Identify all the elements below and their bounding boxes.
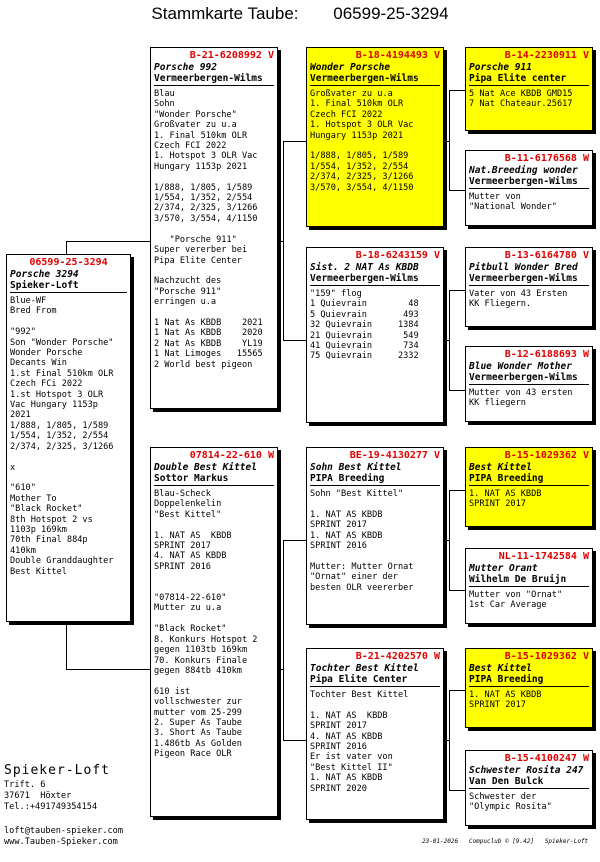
ring-number: B-15-1029362 V — [504, 651, 589, 662]
pigeon-details: Großvater zu u.a 1. Final 510km OLR Czech FCI 2022 1. Hotspot 3 OLR Vac Hungary 1153p 2021 1/888, 1/805, 1/589 1/554, 1/352, 2/554 2/374, 2/325, 3/1266 3/570, 3/554, 4/1150 — [310, 89, 414, 193]
ring-number: B-11-6176568 W — [504, 153, 589, 164]
connector — [283, 141, 307, 142]
ring-number: B-14-2230911 V — [504, 50, 589, 61]
page-title — [0, 4, 600, 24]
pigeon-details: 1. NAT AS KBDB SPRINT 2017 — [469, 489, 542, 510]
pigeon-name: Double Best Kittel — [154, 462, 257, 473]
ring-number: 06599-25-3294 — [29, 257, 108, 268]
ring-number: BE-19-4130277 V — [349, 450, 440, 461]
pigeon-details: Mutter von 43 ersten KK fliegern — [469, 388, 573, 409]
ancestor-card — [465, 247, 593, 327]
owner: Vermeerbergen-Wilms — [469, 372, 589, 385]
owner: Vermeerbergen-Wilms — [310, 73, 440, 86]
ancestor-card — [465, 750, 593, 826]
connector — [278, 241, 284, 242]
ring-number: NL-11-1742584 W — [498, 551, 589, 562]
loft-address: Trift. 6 37671 Höxter Tel.:+491749354154 — [4, 780, 98, 812]
pigeon-details: Blau-Scheck Doppelenkelin "Best Kittel" 1. NAT AS KBDB SPRINT 2017 4. NAT AS KBDB SPRINT 2016 "07814-22-610" Mutter zu u.a "Black Rocket" 8. Konkurs Hotspot 2 gegen 1103tb 169km 70. Konkurs Finale gegen 884tb 410km 610 ist vollschwester zur mutter vom 25-299 2. Super As Taube 3. Short As Taube 1.486tb As Golden Pigeon Race OLR — [154, 489, 258, 760]
connector — [278, 669, 284, 670]
ancestor-card — [465, 648, 593, 728]
pigeon-name: Schwester Rosita 247 — [469, 765, 584, 776]
connector — [449, 90, 450, 190]
connector — [449, 190, 465, 191]
loft-contact: loft@tauben-spieker.com www.Tauben-Spieker.com — [4, 826, 123, 847]
title-label: Stammkarte Taube: — [151, 4, 299, 23]
main-pigeon-card — [6, 254, 131, 622]
pigeon-details: Tochter Best Kittel 1. NAT AS KBDB SPRINT 2017 4. NAT AS KBDB SPRINT 2016 Er ist vater von "Best Kittel II" 1. NAT AS KBDB SPRINT 2020 — [310, 690, 409, 794]
pigeon-name: Nat.Breeding wonder — [469, 165, 578, 176]
pigeon-name: Pitbull Wonder Bred — [469, 262, 578, 273]
owner: Vermeerbergen-Wilms — [469, 273, 589, 286]
pigeon-name: Tochter Best Kittel — [310, 663, 419, 674]
pigeon-details: Mutter von "National Wonder" — [469, 192, 557, 213]
owner: Vermeerbergen-Wilms — [469, 176, 589, 189]
grandsire-paternal-card — [306, 47, 444, 227]
sire-card — [150, 47, 278, 409]
connector — [283, 740, 307, 741]
loft-name: Spieker-Loft — [4, 763, 110, 778]
pigeon-details: Sohn "Best Kittel" 1. NAT AS KBDB SPRINT 2017 1. NAT AS KBDB SPRINT 2016 Mutter: Mutter Ornat "Ornat" einer der besten OLR veererber — [310, 489, 414, 593]
ancestor-card — [465, 548, 593, 624]
pigeon-name: Porsche 911 — [469, 62, 532, 73]
pigeon-details: Vater von 43 Ersten KK Fliegern. — [469, 289, 568, 310]
owner: Sottor Markus — [154, 473, 274, 486]
ancestor-card — [465, 346, 593, 422]
pigeon-details: Mutter von "Ornat" 1st Car Average — [469, 590, 563, 611]
owner: Vermeerbergen-Wilms — [154, 73, 274, 86]
owner: Pipa Elite center — [469, 73, 589, 86]
connector — [444, 141, 450, 142]
pigeon-name: Mutter Orant — [469, 563, 538, 574]
owner: Spieker-Loft — [10, 280, 127, 293]
ring-number: B-15-1029362 V — [504, 450, 589, 461]
ring-number: B-21-6208992 V — [189, 50, 274, 61]
ring-number: B-18-6243159 V — [355, 250, 440, 261]
grandsire-maternal-card — [306, 447, 444, 625]
pigeon-name: Porsche 3294 — [10, 269, 79, 280]
connector — [449, 290, 465, 291]
owner: PIPA Breeding — [469, 473, 589, 486]
connector — [283, 540, 307, 541]
ring-number: B-13-6164780 V — [504, 250, 589, 261]
pigeon-name: Best Kittel — [469, 663, 532, 674]
ring-number: B-21-4202570 W — [355, 651, 440, 662]
pigeon-name: Sohn Best Kittel — [310, 462, 402, 473]
connector — [444, 540, 450, 541]
dam-card — [150, 447, 278, 817]
connector — [444, 340, 450, 341]
pigeon-name: Porsche 992 — [154, 62, 217, 73]
title-ring: 06599-25-3294 — [333, 4, 449, 23]
pigeon-name: Best Kittel — [469, 462, 532, 473]
owner: Wilhelm De Bruijn — [469, 574, 589, 587]
connector — [449, 390, 465, 391]
connector — [66, 241, 151, 242]
connector — [283, 540, 284, 740]
owner: Pipa Elite Center — [310, 674, 440, 687]
pigeon-details: "159" flog 1 Quievrain 48 5 Quievrain 493 32 Quievrain 1384 21 Quievrain 549 41 Quievrain 734 75 Quievrain 2332 — [310, 289, 419, 362]
ring-number: B-18-4194493 V — [355, 50, 440, 61]
connector — [66, 669, 151, 670]
connector — [449, 790, 465, 791]
ancestor-card — [465, 150, 593, 226]
pigeon-details: 5 Nat Ace KBDB GMD15 7 Nat Chateaur.25617 — [469, 89, 573, 110]
ring-number: B-15-4100247 W — [504, 753, 589, 764]
owner: PIPA Breeding — [310, 473, 440, 486]
ring-number: B-12-6188693 W — [504, 349, 589, 360]
owner: Van Den Bulck — [469, 776, 589, 789]
pigeon-details: Blue-WF Bred From "992" Son "Wonder Porsche" Wonder Porsche Decants Win 1.st Final 510km OLR Czech FCi 2022 1.st Hotspot 3 OLR Vac Hungary 1153p 2021 1/888, 1/805, 1/589 1/554, 1/352, 2/554 2/374, 2/325, 3/1266 x "610" Mother To "Black Rocket" 8th Hotspot 2 vs 1103p 169km 70th Final 884p 410km Double Granddaughter Best Kittel — [10, 296, 114, 577]
pigeon-details: 1. NAT AS KBDB SPRINT 2017 — [469, 690, 542, 711]
ancestor-card — [465, 47, 593, 131]
connector — [66, 622, 67, 670]
pigeon-name: Blue Wonder Mother — [469, 361, 572, 372]
print-note: 23-01-2026 Compuclub © [9.42] Spieker-Loft — [422, 838, 589, 845]
ring-number: 07814-22-610 W — [189, 450, 274, 461]
connector — [449, 90, 465, 91]
connector — [449, 490, 465, 491]
connector — [444, 740, 450, 741]
connector — [66, 241, 67, 255]
connector — [283, 340, 307, 341]
ancestor-card — [465, 447, 593, 527]
owner: PIPA Breeding — [469, 674, 589, 687]
pigeon-name: Sist. 2 NAT As KBDB — [310, 262, 419, 273]
owner: Vermeerbergen-Wilms — [310, 273, 440, 286]
granddam-paternal-card — [306, 247, 444, 423]
connector — [449, 690, 465, 691]
connector — [449, 590, 465, 591]
pigeon-details: Schwester der "Olympic Rosita" — [469, 792, 552, 813]
granddam-maternal-card — [306, 648, 444, 820]
pigeon-details: Blau Sohn "Wonder Porsche" Großvater zu u.a 1. Final 510km OLR Czech FCI 2022 1. Hotspot 3 OLR Vac Hungary 1153p 2021 1/888, 1/805, 1/589 1/554, 1/352, 2/554 2/374, 2/325, 3/1266 3/570, 3/554, 4/1150 "Porsche 911" Super vererber bei Pipa Elite Center Nachzucht des "Porsche 911" erringen u.a 1 Nat As KBDB 2021 1 Nat As KBDB 2020 2 Nat As KBDB YL19 1 Nat Limoges 15565 2 World best pigeon — [154, 89, 263, 370]
pigeon-name: Wonder Porsche — [310, 62, 391, 73]
